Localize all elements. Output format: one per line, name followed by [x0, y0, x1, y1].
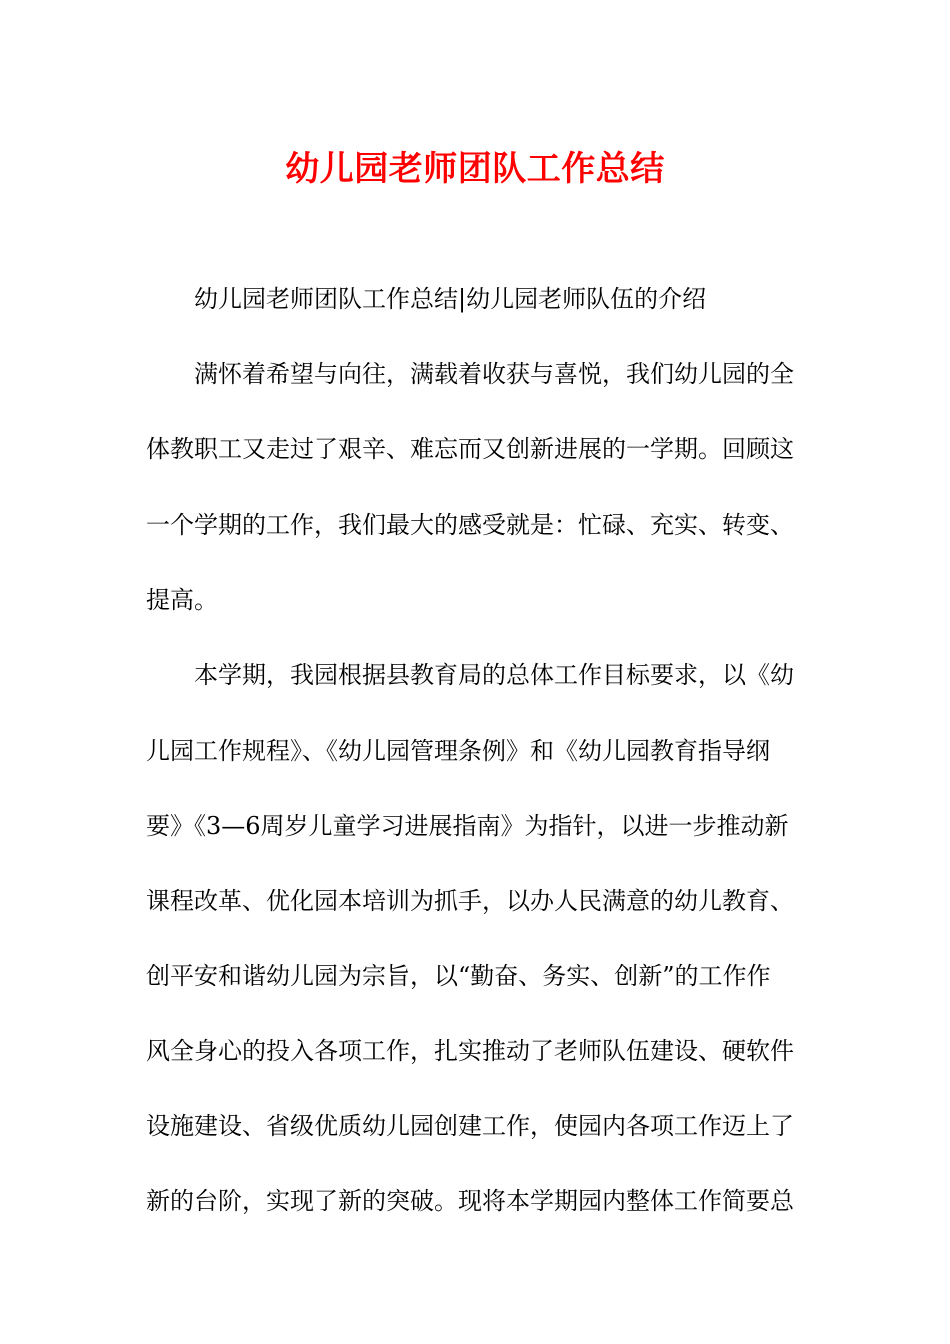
paragraph-line: 体教职工又走过了艰辛、难忘而又创新进展的一学期。回顾这 [146, 435, 794, 463]
paragraph-line: 一个学期的工作，我们最大的感受就是：忙碌、充实、转变、 [146, 511, 794, 539]
paragraph-line: 提高。 [146, 586, 218, 614]
paragraph-line: 课程改革、优化园本培训为抓手，以办人民满意的幼儿教育、 [146, 887, 794, 915]
subtitle-line: 幼儿园老师团队工作总结|幼儿园老师队伍的介绍 [194, 285, 707, 313]
paragraph-line: 风全身心的投入各项工作，扎实推动了老师队伍建设、硬软件 [146, 1037, 794, 1065]
paragraph-line: 要》《3—6周岁儿童学习进展指南》为指针，以进一步推动新 [146, 812, 789, 840]
paragraph-line: 儿园工作规程》、《幼儿园管理条例》和《幼儿园教育指导纲 [146, 737, 770, 765]
paragraph-line: 新的台阶，实现了新的突破。现将本学期园内整体工作简要总 [146, 1187, 794, 1215]
paragraph-line: 创平安和谐幼儿园为宗旨，以“勤奋、务实、创新”的工作作 [146, 962, 771, 990]
document-title: 幼儿园老师团队工作总结 [285, 149, 665, 189]
paragraph-line: 满怀着希望与向往，满载着收获与喜悦，我们幼儿园的全 [194, 360, 794, 388]
paragraph-line: 本学期，我园根据县教育局的总体工作目标要求，以《幼 [194, 661, 794, 689]
paragraph-line: 设施建设、省级优质幼儿园创建工作，使园内各项工作迈上了 [146, 1112, 794, 1140]
